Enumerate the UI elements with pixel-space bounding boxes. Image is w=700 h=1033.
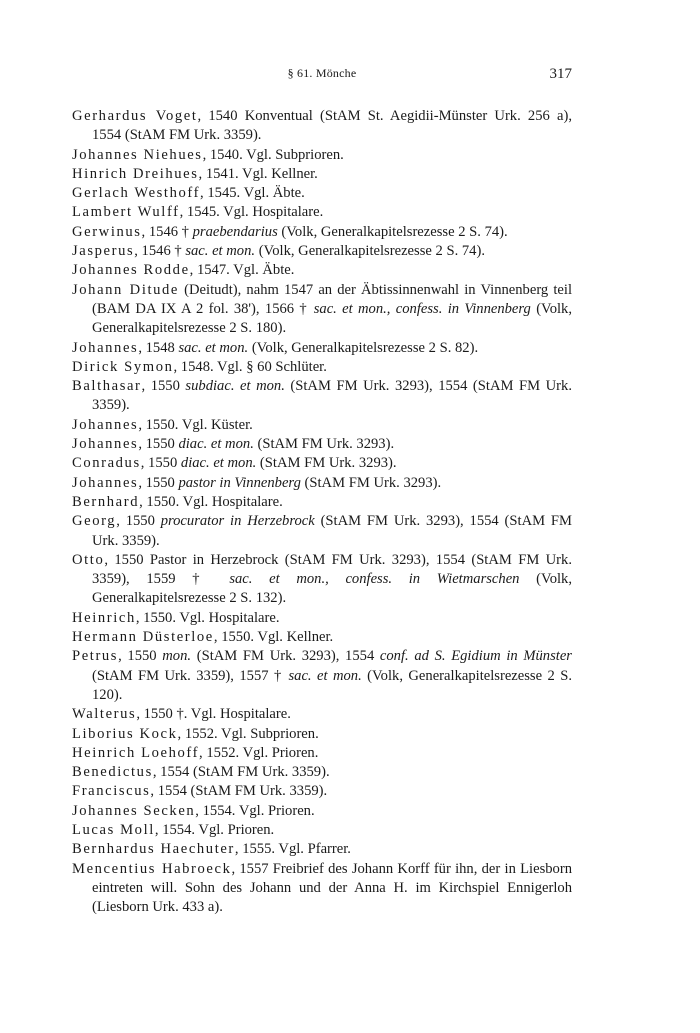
entry-text: , 1545. Vgl. Hospitalare. [179, 204, 324, 221]
entry-name: Johannes [72, 436, 139, 453]
entry-text: , 1550 [138, 474, 179, 491]
list-item [72, 744, 572, 763]
page-number: 317 [549, 66, 572, 82]
entry-name: Liborius Kock [72, 725, 178, 742]
entry-name: Franciscus [72, 783, 151, 800]
entry-text: , 1541. Vgl. Kellner. [198, 165, 318, 182]
entry-name: Conradus [72, 455, 141, 472]
list-item [72, 242, 572, 261]
entry-text: , 1546 † [134, 243, 186, 260]
entry-name: Lucas Moll [72, 821, 155, 838]
entry-name: Johannes [72, 474, 139, 491]
page-header [72, 66, 572, 86]
entry-name: Georg [72, 513, 117, 530]
entry-name: Johannes Niehues [72, 146, 203, 163]
entry-name: Johannes [72, 416, 139, 433]
entry-name: Benedictus [72, 764, 153, 781]
running-title: § 61. Mönche [287, 66, 357, 80]
list-item [72, 782, 572, 801]
list-item [72, 840, 572, 859]
list-item [72, 223, 572, 242]
entry-name: Dirick Symon [72, 358, 174, 375]
entry-text: , 1557 Freibrief des Johann Korff für ihn, der in Liesborn eintreten will. Sohn des Johann und der Anna H. im Kirchspiel Ennigerloh (Liesborn Urk. 433 a). [92, 860, 572, 916]
entry-text: , 1550 [116, 513, 161, 530]
entry-text: , 1554 (StAM FM Urk. 3359). [152, 764, 330, 781]
entry-text: , 1550. Vgl. Kellner. [213, 629, 334, 646]
list-item [72, 512, 572, 551]
entry-name: Walterus [72, 706, 137, 723]
list-item [72, 377, 572, 416]
entry-name: Otto [72, 551, 105, 568]
list-item [72, 821, 572, 840]
entry-text: (Volk, Generalkapitelsrezesse 2 S. 74). [277, 223, 508, 240]
entry-text: , 1552. Vgl. Subprioren. [177, 725, 319, 742]
entry-text: (Volk, Generalkapitelsrezesse 2 S. 132). [92, 571, 572, 607]
list-item [72, 802, 572, 821]
entry-text: , 1547. Vgl. Äbte. [189, 262, 295, 279]
list-item [72, 339, 572, 358]
entry-text: (Deitudt), nahm 1547 an der Äbtissinnenwahl in Vinnenberg teil (BAM DA IX A 2 fol. 38'), 1566 † [92, 281, 573, 317]
entry-text: , 1550 [141, 378, 186, 395]
entry-italic-text: diac. et mon. [180, 455, 257, 472]
list-item [72, 860, 572, 918]
entry-text: , 1550 [118, 648, 163, 665]
entry-text: , 1550 †. Vgl. Hospitalare. [136, 706, 291, 723]
entry-name: Mencentius Habroeck [72, 860, 232, 877]
list-item [72, 454, 572, 473]
list-item [72, 474, 572, 493]
entry-text: , 1550 [140, 455, 181, 472]
entry-italic-text: sac. et mon. [185, 243, 256, 260]
list-item [72, 551, 572, 609]
entry-name: Heinrich Loehoff [72, 744, 200, 761]
list-item [72, 435, 572, 454]
entry-text: , 1540. Vgl. Subprioren. [202, 146, 344, 163]
entry-italic-text: pastor in Vinnenberg [178, 474, 301, 491]
entry-text: , 1554. Vgl. Prioren. [154, 821, 275, 838]
entry-name: Gerwinus [72, 223, 142, 240]
entry-text: (StAM FM Urk. 3293). [300, 474, 442, 491]
entry-text: , 1550. Vgl. Küster. [138, 416, 253, 433]
entry-italic-text: mon. [162, 648, 192, 665]
entry-name: Heinrich [72, 609, 136, 626]
entry-name: Jasperus [72, 243, 135, 260]
list-item [72, 358, 572, 377]
entry-text: , 1548 [138, 339, 179, 356]
entry-name: Bernhardus Haechuter [72, 841, 235, 858]
list-item [72, 184, 572, 203]
entry-name: Gerlach Westhoff [72, 185, 201, 202]
entry-name: Petrus [72, 648, 119, 665]
list-item [72, 628, 572, 647]
entry-italic-text: sac. et mon. [178, 339, 249, 356]
entry-text: , 1550. Vgl. Hospitalare. [139, 493, 283, 510]
list-item [72, 705, 572, 724]
entry-name: Hermann Düsterloe [72, 629, 214, 646]
entry-text: , 1550 [138, 436, 179, 453]
entry-name: Johannes Secken [72, 802, 196, 819]
list-item [72, 203, 572, 222]
entry-italic-text: procurator in Herzebrock [160, 513, 315, 530]
list-item [72, 165, 572, 184]
entry-text: , 1550 Pastor in Herzebrock (StAM FM Urk. 3293), 1554 (StAM FM Urk. 3359), 1559 † [92, 551, 572, 588]
list-item [72, 107, 572, 146]
entry-name: Bernhard [72, 493, 140, 510]
entry-text: (Volk, Generalkapitelsrezesse 2 S. 180). [92, 300, 573, 337]
entry-name: Gerhardus Voget [72, 108, 198, 124]
entry-name: Johann Ditude [72, 281, 180, 298]
entry-text: , 1545. Vgl. Äbte. [200, 185, 305, 202]
list-item [72, 725, 572, 744]
entry-italic-text: diac. et mon. [178, 436, 254, 453]
entry-name: Hinrich Dreihues [72, 165, 199, 182]
list-item [72, 493, 572, 512]
entry-text: , 1546 † [141, 223, 193, 240]
entry-text: (StAM FM Urk. 3293). [253, 436, 395, 453]
entry-text: , 1554 (StAM FM Urk. 3359). [150, 783, 328, 800]
entry-italic-text: conf. ad S. Egidium in Münster [379, 648, 572, 665]
list-item [72, 281, 572, 339]
entry-text: (StAM FM Urk. 3293), 1554 (StAM FM Urk. 3359). [92, 378, 572, 414]
list-item [72, 416, 572, 435]
entry-text: , 1550. Vgl. Hospitalare. [135, 609, 280, 626]
entry-text: (Volk, Generalkapitelsrezesse 2 S. 120). [92, 667, 572, 703]
entry-name: Johannes [72, 339, 139, 356]
entry-italic-text: subdiac. et mon. [185, 378, 285, 395]
entry-italic-text: sac. et mon., confess. in Vinnenberg [313, 300, 531, 317]
entry-list [72, 107, 572, 917]
entry-text: , 1555. Vgl. Pfarrer. [234, 841, 351, 858]
entry-name: Johannes Rodde [72, 262, 190, 279]
list-item [72, 609, 572, 628]
entry-text: (StAM FM Urk. 3293). [256, 455, 397, 472]
entry-italic-text: sac. et mon. [288, 667, 362, 684]
list-item [72, 261, 572, 280]
entry-text: , 1540 Konventual (StAM St. Aegidii-Münster Urk. 256 a), 1554 (StAM FM Urk. 3359). [92, 108, 572, 144]
list-item [72, 146, 572, 165]
entry-text: (StAM FM Urk. 3293), 1554 [191, 648, 380, 665]
entry-italic-text: praebendarius [192, 223, 278, 240]
entry-text: , 1554. Vgl. Prioren. [195, 802, 315, 819]
entry-name: Lambert Wulff [72, 204, 180, 221]
entry-text: (StAM FM Urk. 3359), 1557 † [92, 667, 289, 684]
entry-text: (Volk, Generalkapitelsrezesse 2 S. 82). [248, 339, 479, 356]
entry-name: Balthasar [72, 378, 142, 395]
list-item [72, 647, 572, 705]
entry-text: , 1548. Vgl. § 60 Schlüter. [173, 358, 327, 375]
entry-italic-text: sac. et mon., confess. in Wietmarschen [229, 571, 520, 588]
entry-text: (StAM FM Urk. 3293), 1554 (StAM FM Urk. 3359). [92, 513, 572, 549]
entry-text: , 1552. Vgl. Prioren. [199, 744, 319, 761]
list-item [72, 763, 572, 782]
entry-text: (Volk, Generalkapitelsrezesse 2 S. 74). [255, 243, 485, 260]
